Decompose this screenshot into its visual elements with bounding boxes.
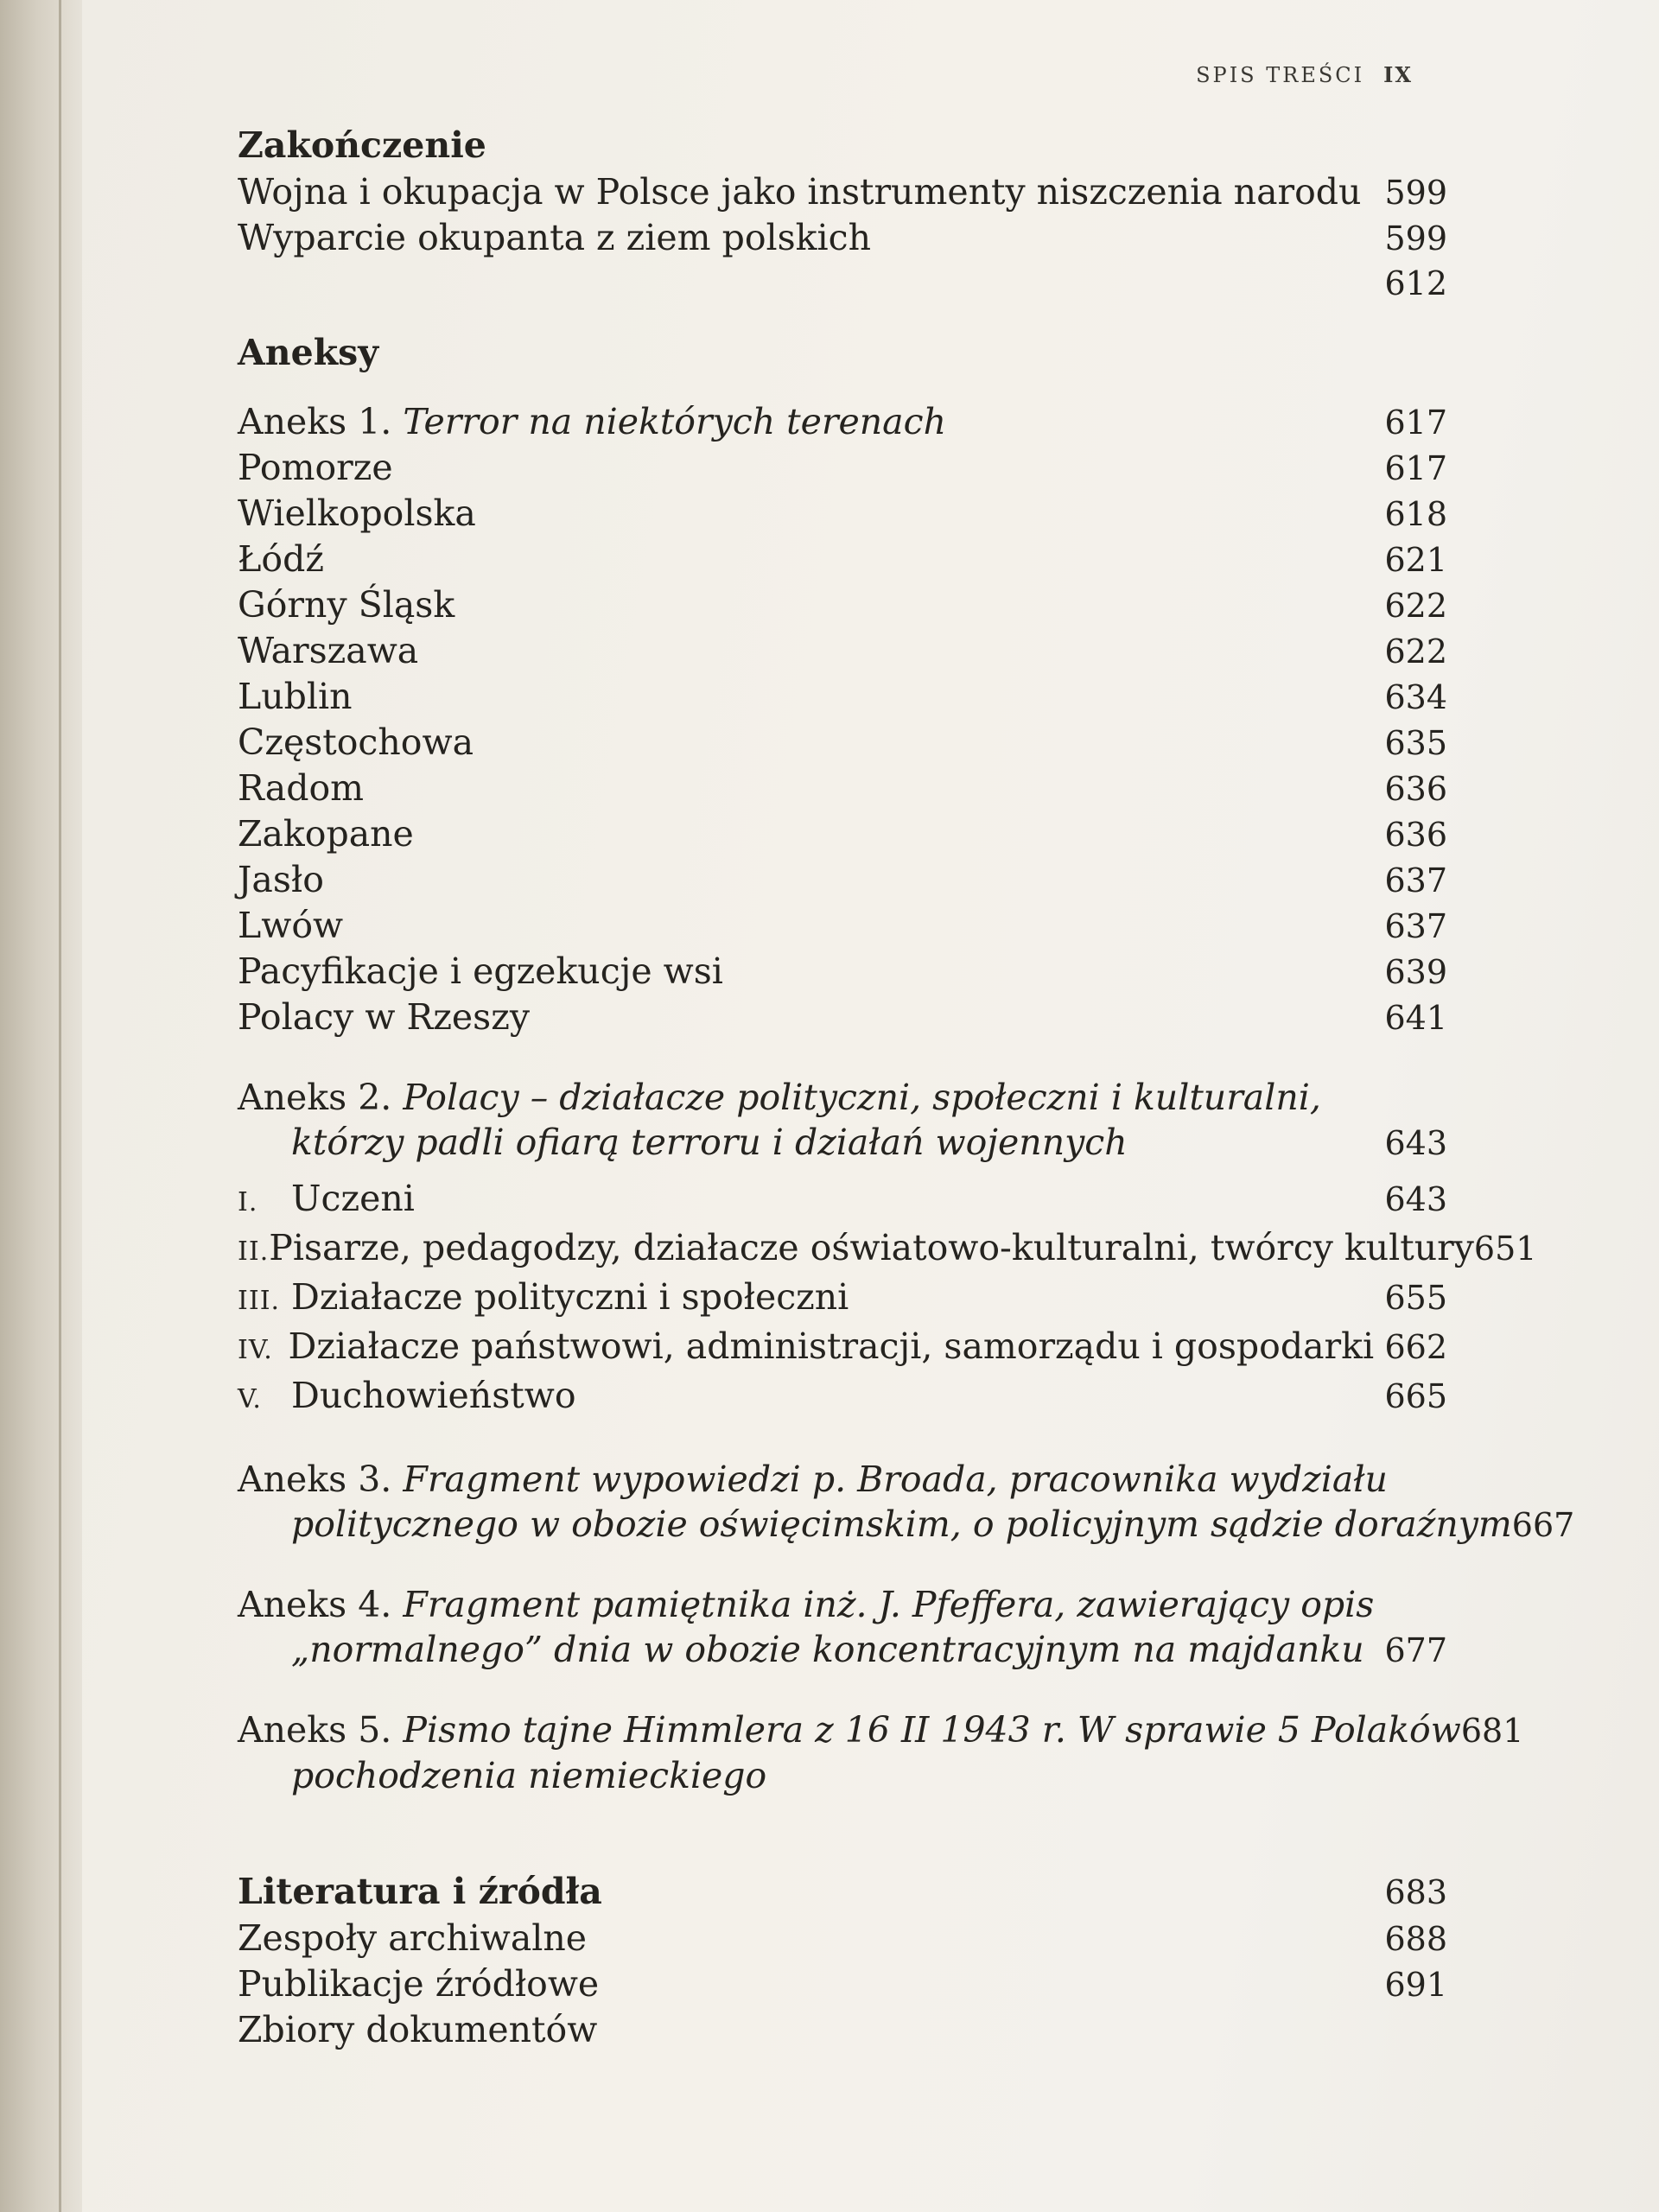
toc-entry-label: Działacze polityczni i społeczni bbox=[291, 1276, 849, 1318]
toc-entry-page: 643 bbox=[1384, 1180, 1447, 1218]
annex-prefix: Aneks 3. bbox=[238, 1459, 392, 1500]
section-heading-aneksy: Aneksy bbox=[238, 332, 379, 373]
annex-page: 617 bbox=[1384, 404, 1447, 442]
annex-page: 643 bbox=[1384, 1124, 1447, 1162]
toc-entry bbox=[238, 445, 1447, 491]
toc-entry-page: 691 bbox=[1384, 1966, 1447, 2004]
toc-entry-page: 618 bbox=[1384, 495, 1447, 533]
toc-entry-label: Uczeni bbox=[291, 1178, 415, 1219]
toc-entry-label: Lwów bbox=[238, 905, 344, 946]
toc-entry bbox=[238, 949, 1447, 995]
toc-entry-page: 655 bbox=[1384, 1279, 1447, 1317]
toc-entry bbox=[238, 995, 1447, 1040]
toc-entry-page: 641 bbox=[1384, 999, 1447, 1037]
toc-entry-page: 636 bbox=[1384, 816, 1447, 854]
annex-title: Fragment wypowiedzi p. Broada, pracownika wydziału bbox=[403, 1459, 1388, 1500]
annex-title: Terror na niektórych terenach bbox=[403, 401, 946, 442]
toc-entry-label: Lublin bbox=[238, 676, 353, 717]
annex-title: Fragment pamiętnika inż. J. Pfeffera, zawierający opis bbox=[403, 1584, 1375, 1625]
toc-entry bbox=[238, 674, 1447, 720]
running-head-page-number: IX bbox=[1383, 62, 1413, 87]
annex-title-row bbox=[238, 1457, 1447, 1502]
running-head bbox=[1196, 62, 1413, 87]
annex-page: 677 bbox=[1384, 1631, 1447, 1669]
toc-entry bbox=[238, 903, 1447, 949]
page-edge bbox=[59, 0, 61, 2212]
toc-entry-label: Polacy w Rzeszy bbox=[238, 996, 530, 1038]
annex-prefix: Aneks 1. bbox=[238, 401, 392, 442]
toc-entry-label: Zakopane bbox=[238, 813, 414, 855]
toc-entry-label: Częstochowa bbox=[238, 721, 474, 763]
toc-entry-page: 599 bbox=[1384, 219, 1447, 257]
annex-title-continuation: którzy padli ofiarą terroru i działań wojennych bbox=[291, 1122, 1128, 1163]
toc-entry bbox=[238, 811, 1447, 857]
roman-numeral: II. bbox=[238, 1236, 270, 1267]
toc-entry bbox=[238, 169, 1447, 215]
toc-entry bbox=[238, 720, 1447, 766]
toc-entry-label: Duchowieństwo bbox=[291, 1375, 576, 1416]
annex-title-row bbox=[238, 1627, 1447, 1673]
annex-title-row bbox=[238, 399, 1447, 445]
annex-title-continuation: pochodzenia niemieckiego bbox=[291, 1755, 767, 1796]
toc-entry bbox=[238, 1373, 1447, 1422]
toc-entry bbox=[238, 1867, 1447, 1916]
toc-entry-label: Pomorze bbox=[238, 447, 393, 488]
book-gutter-shadow bbox=[0, 0, 82, 2212]
toc-entry-label: Publikacje źródłowe bbox=[238, 1963, 600, 2005]
annex-title-row bbox=[238, 1502, 1575, 1548]
toc-entry-label: Warszawa bbox=[238, 630, 419, 671]
toc-entry-label: Wielkopolska bbox=[238, 493, 476, 534]
running-head-title: SPIS TREŚCI bbox=[1196, 63, 1365, 87]
toc-entry-page: 636 bbox=[1384, 770, 1447, 808]
toc-entry bbox=[238, 1916, 1447, 1961]
toc-entry-label: Jasło bbox=[238, 859, 324, 900]
toc-entry bbox=[238, 261, 1447, 306]
table-of-contents bbox=[238, 121, 1575, 2052]
toc-entry-page: 688 bbox=[1384, 1920, 1447, 1958]
annex-title-row bbox=[238, 1753, 1447, 1798]
toc-entry bbox=[238, 491, 1447, 537]
annex-title-row bbox=[238, 1582, 1447, 1627]
annex-title: Polacy – działacze polityczni, społeczni i kulturalni, bbox=[403, 1077, 1321, 1118]
toc-entry bbox=[238, 1961, 1447, 2007]
toc-entry-label: Wojna i okupacja w Polsce jako instrumenty niszczenia narodu bbox=[238, 171, 1362, 213]
toc-entry bbox=[238, 1176, 1447, 1225]
toc-entry-page: 639 bbox=[1384, 953, 1447, 991]
annex-prefix: Aneks 4. bbox=[238, 1584, 392, 1625]
toc-entry-page: 622 bbox=[1384, 632, 1447, 671]
toc-entry bbox=[238, 766, 1447, 811]
annex-title: Pismo tajne Himmlera z 16 II 1943 r. W sprawie 5 Polaków bbox=[403, 1709, 1461, 1751]
toc-entry-label: Zbiory dokumentów bbox=[238, 2009, 598, 2050]
toc-entry-page: 622 bbox=[1384, 587, 1447, 625]
toc-entry bbox=[238, 1324, 1447, 1373]
roman-numeral: IV. bbox=[238, 1335, 273, 1365]
section-heading-zakonczenie: Zakończenie bbox=[238, 124, 486, 166]
annex-page: 681 bbox=[1460, 1712, 1524, 1750]
toc-entry-page: 637 bbox=[1384, 907, 1447, 945]
toc-entry bbox=[238, 628, 1447, 674]
toc-entry-page: 665 bbox=[1384, 1377, 1447, 1415]
toc-entry-page: 621 bbox=[1384, 541, 1447, 579]
section-heading-literatura: Literatura i źródła bbox=[238, 1871, 602, 1912]
toc-entry-label: Wyparcie okupanta z ziem polskich bbox=[238, 217, 871, 258]
toc-entry-label: Radom bbox=[238, 767, 365, 809]
toc-entry-page: 634 bbox=[1384, 678, 1447, 716]
roman-numeral: I. bbox=[238, 1187, 258, 1217]
toc-entry-label: Działacze państwowi, administracji, samorządu i gospodarki bbox=[288, 1325, 1375, 1367]
annex-page: 667 bbox=[1511, 1506, 1575, 1544]
roman-numeral: III. bbox=[238, 1286, 281, 1316]
toc-entry-label: Zespoły archiwalne bbox=[238, 1917, 588, 1959]
annex-title-row bbox=[238, 1120, 1447, 1166]
annex-title-continuation: „normalnego” dnia w obozie koncentracyjnym na majdanku bbox=[291, 1629, 1364, 1670]
toc-entry bbox=[238, 1225, 1537, 1274]
toc-entry-page: 599 bbox=[1384, 174, 1447, 212]
toc-entry-page: 635 bbox=[1384, 724, 1447, 762]
toc-entry-label: Pisarze, pedagodzy, działacze oświatowo-kulturalni, twórcy kultury bbox=[269, 1227, 1474, 1268]
annex-prefix: Aneks 5. bbox=[238, 1709, 392, 1751]
book-page bbox=[82, 0, 1659, 2212]
toc-entry bbox=[238, 1274, 1447, 1324]
toc-entry-page: 651 bbox=[1473, 1230, 1537, 1268]
toc-entry bbox=[238, 857, 1447, 903]
toc-entry-label: Górny Śląsk bbox=[238, 584, 455, 626]
annex-title-row bbox=[238, 1075, 1447, 1120]
toc-entry bbox=[238, 582, 1447, 628]
toc-entry-page: 662 bbox=[1384, 1328, 1447, 1366]
toc-entry-page: 683 bbox=[1384, 1873, 1447, 1911]
toc-entry bbox=[238, 2007, 1447, 2052]
annex-prefix: Aneks 2. bbox=[238, 1077, 392, 1118]
toc-entry-page: 612 bbox=[1384, 264, 1447, 302]
roman-numeral: V. bbox=[238, 1384, 262, 1414]
toc-entry bbox=[238, 215, 1447, 261]
toc-entry-page: 637 bbox=[1384, 861, 1447, 899]
toc-entry-label: Pacyfikacje i egzekucje wsi bbox=[238, 950, 723, 992]
annex-title-row bbox=[238, 1707, 1524, 1753]
toc-entry-label: Łódź bbox=[238, 538, 324, 580]
toc-entry-page: 617 bbox=[1384, 449, 1447, 487]
annex-title-continuation: politycznego w obozie oświęcimskim, o policyjnym sądzie doraźnym bbox=[291, 1503, 1512, 1545]
toc-entry bbox=[238, 537, 1447, 582]
